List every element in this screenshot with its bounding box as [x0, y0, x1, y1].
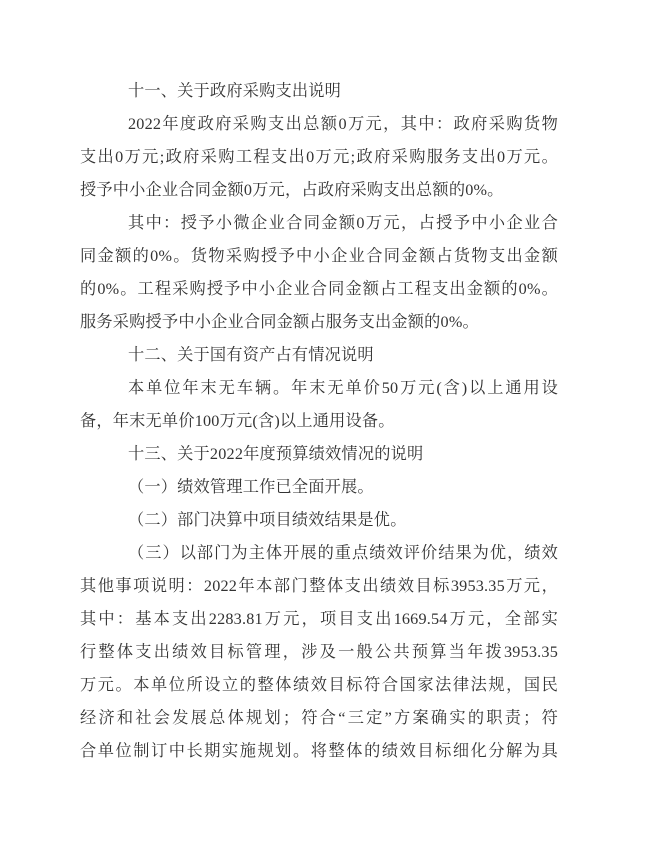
document-line: 的0%。工程采购授予中小企业合同金额占工程支出金额的0%。	[80, 280, 558, 298]
document-line: 十一、关于政府采购支出说明	[128, 82, 342, 100]
document-text-block	[80, 75, 558, 768]
document-line: 授予中小企业合同金额0万元，占政府采购支出总额的0%。	[80, 181, 504, 199]
document-line: 支出0万元;政府采购工程支出0万元;政府采购服务支出0万元。	[80, 148, 558, 166]
document-line: 万元。本单位所设立的整体绩效目标符合国家法律法规，国民	[80, 676, 558, 694]
document-line: 十二、关于国有资产占有情况说明	[128, 346, 374, 364]
document-line: 行整体支出绩效目标管理，涉及一般公共预算当年拨3953.35	[80, 643, 558, 661]
document-line: 其中：授予小微企业合同金额0万元，占授予中小企业合	[128, 214, 558, 232]
document-line: 同金额的0%。货物采购授予中小企业合同金额占货物支出金额	[80, 247, 558, 265]
document-line: 其中：基本支出2283.81万元，项目支出1669.54万元，全部实	[80, 610, 558, 628]
document-line: （三）以部门为主体开展的重点绩效评价结果为优，绩效	[128, 544, 558, 562]
document-line: 备，年末无单价100万元(含)以上通用设备。	[80, 412, 395, 430]
document-line: 服务采购授予中小企业合同金额占服务支出金额的0%。	[80, 313, 479, 331]
document-line: （一）绩效管理工作已全面开展。	[128, 478, 374, 496]
document-line: 其他事项说明：2022年本部门整体支出绩效目标3953.35万元，	[80, 577, 558, 595]
document-line: 十三、关于2022年度预算绩效情况的说明	[128, 445, 424, 463]
document-line: 经济和社会发展总体规划；符合“三定”方案确实的职责；符	[80, 709, 558, 727]
document-line: 2022年度政府采购支出总额0万元，其中：政府采购货物	[128, 115, 558, 133]
document-line: 本单位年末无车辆。年末无单价50万元(含)以上通用设	[128, 379, 558, 397]
document-line: 合单位制订中长期实施规划。将整体的绩效目标细化分解为具	[80, 742, 558, 760]
document-line: （二）部门决算中项目绩效结果是优。	[128, 511, 407, 529]
